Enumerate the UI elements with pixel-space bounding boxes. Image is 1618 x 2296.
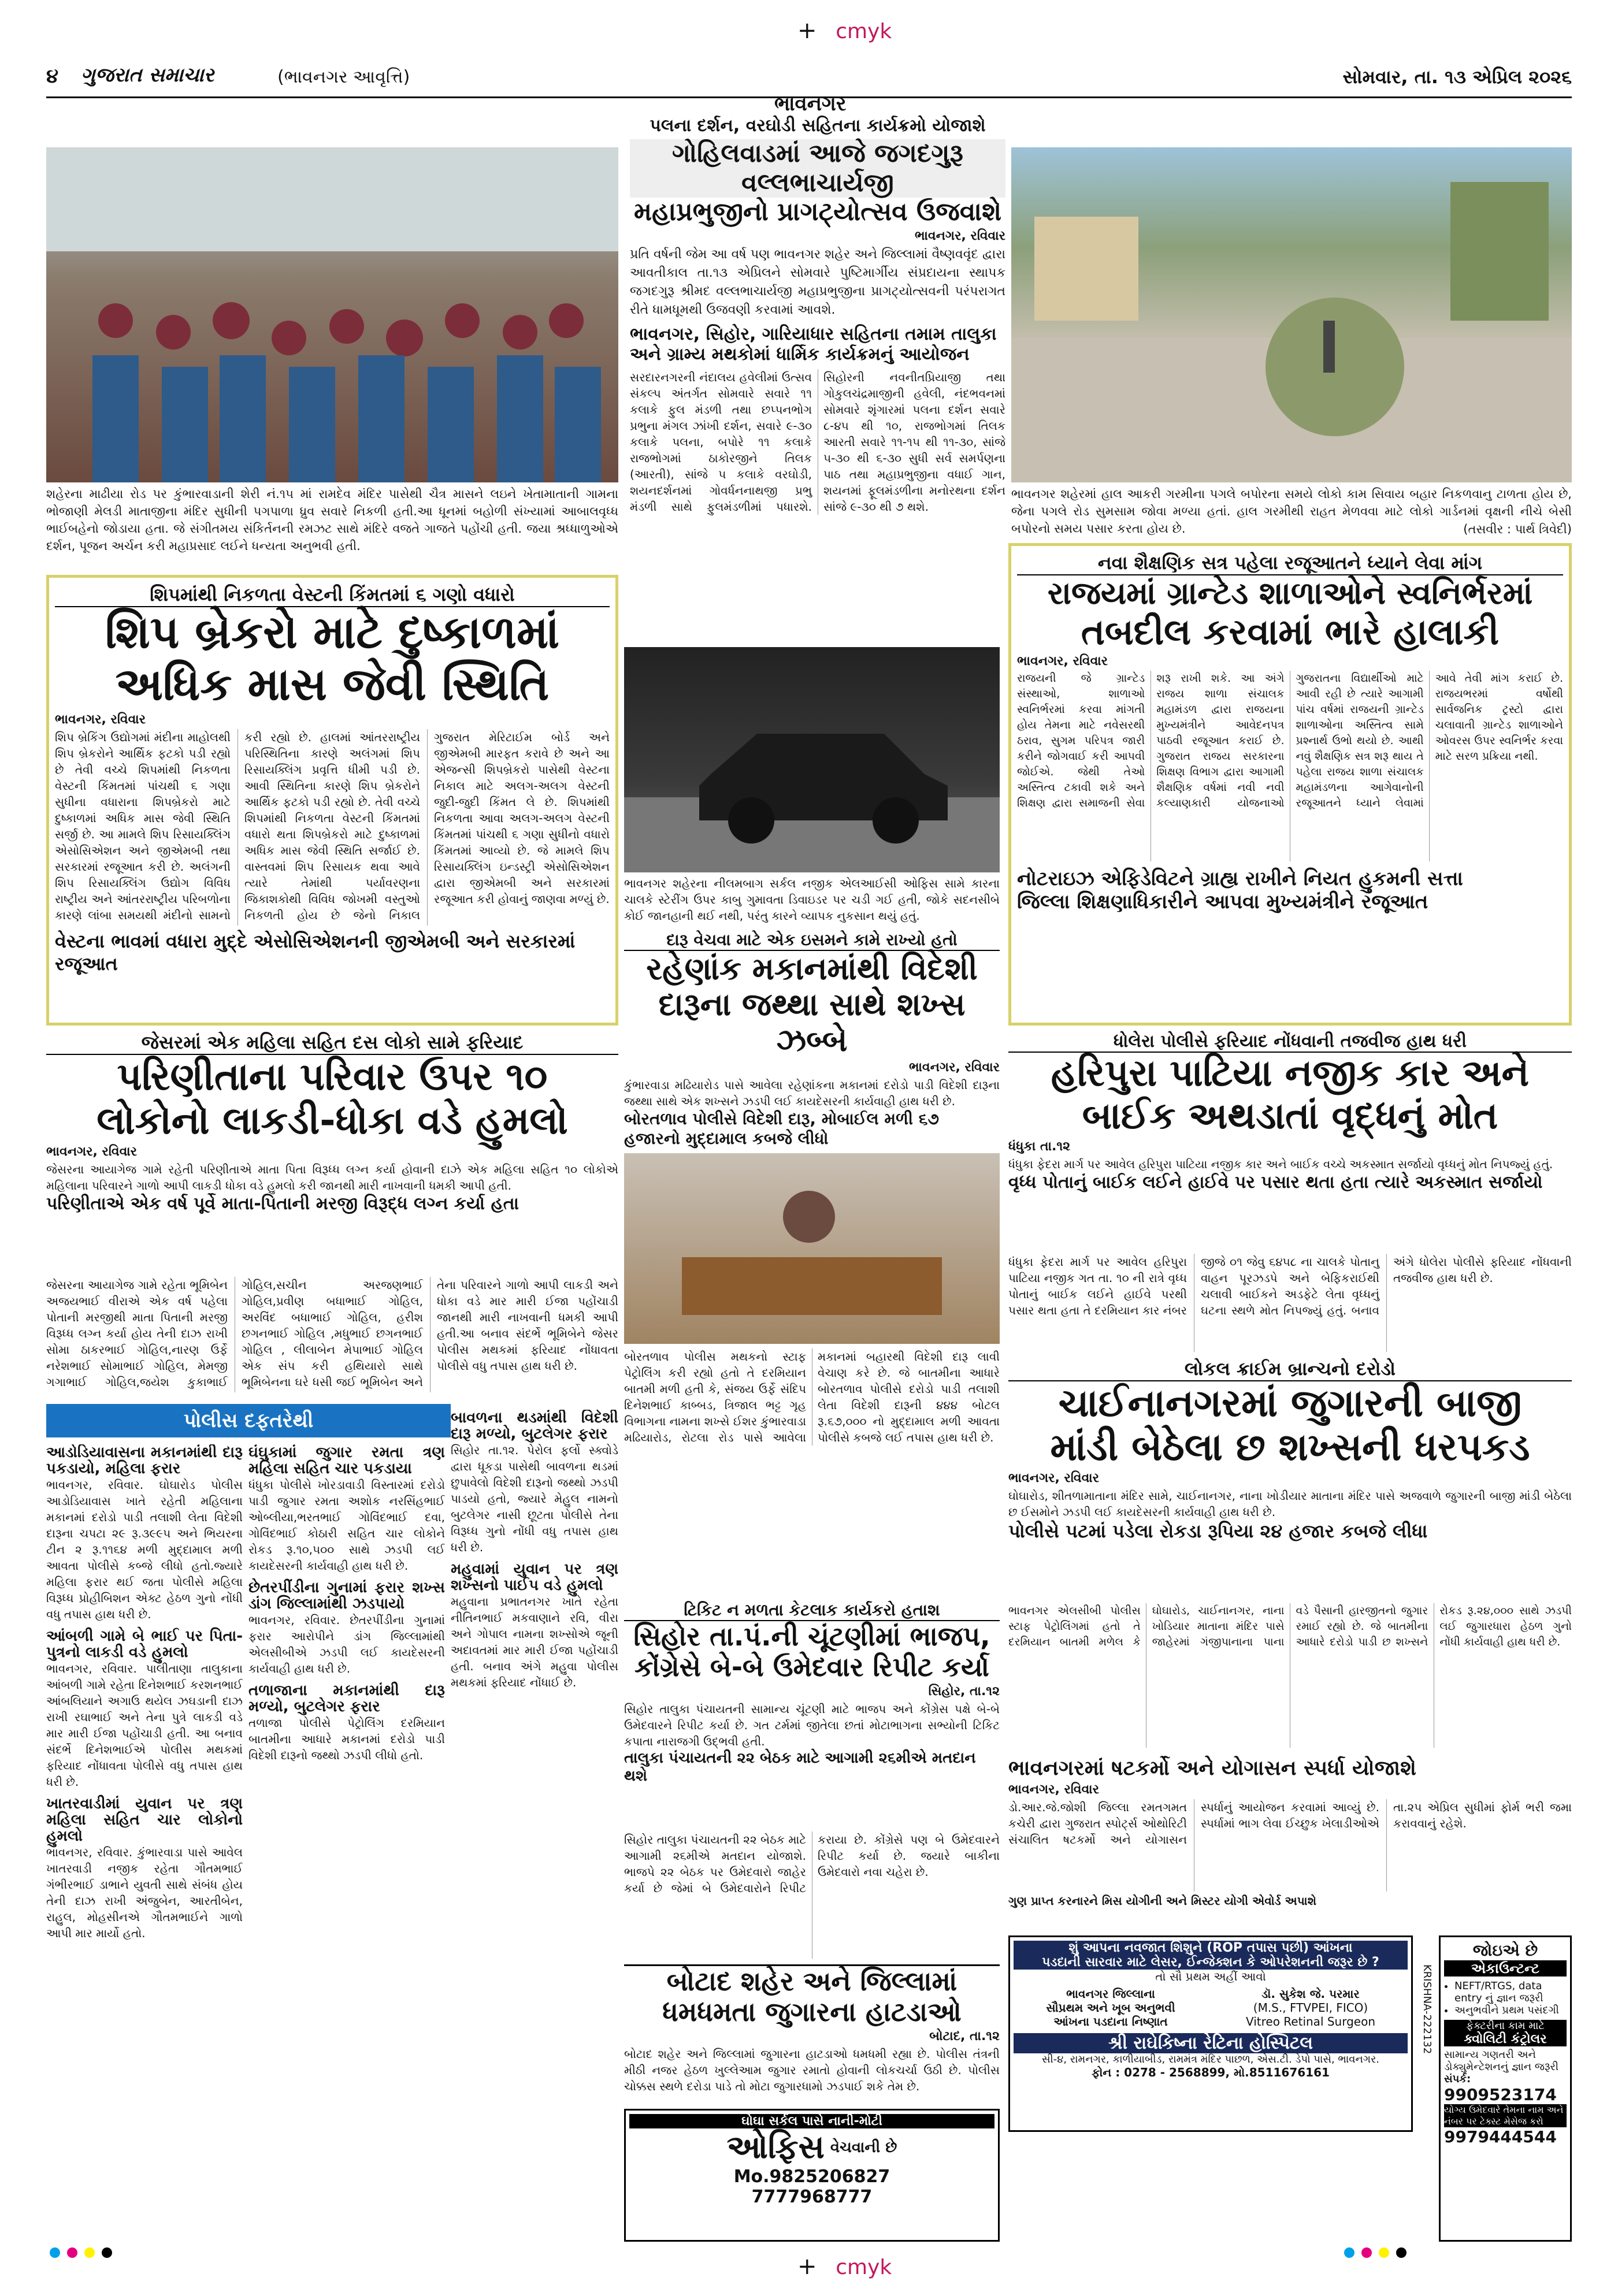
retina-city: ભાવનગર જિલ્લાના (1066, 1987, 1155, 2001)
attack-subhead: પરિણીતાએ એક વર્ષ પૂર્વે માતા-પિતાની મરજી વિરૂદ્ધ લગ્ન કર્યા હતા (46, 1193, 519, 1214)
jobs-item: • NEFT/RTGS, data entry નું જ્ઞાન જરૂરી (1454, 1980, 1567, 2004)
yoga-body: ડો.આર.જે.જોશી જિલ્લા રમતગમત કચેરી દ્વારા ગુજરાત સ્પોર્ટ્સ ઓથોરિટી સંચાલિત ષટકર્મો અને યોગાસન સ્પર્ધાનું આયોજન કરવામાં આવ્યું છે. સ્પર્ધામાં ભાગ લેવા ઈચ્છુક ખેલાડીઓએ તા.૨૫ એપ્રિલ સુધીમાં ફોર્મ ભરી જમા કરાવવાનું રહેશે. (1008, 1800, 1572, 1847)
police-b1-title: આડોડિયાવાસના મકાનમાંથી દારૂ પકડાયો, મહિલા ફરાર (46, 1444, 243, 1477)
yoga-headline: ભાવનગરમાં ષટકર્મો અને યોગાસન સ્પર્ધા યોજાશે (1008, 1756, 1416, 1780)
retina-address: સી-૪, રામનગર, કાળીયાબીડ, રામમંત્ર મંદિર પાછળ, એસ.ટી. ડેપો પાસે, ભાવનગર. (1041, 2053, 1380, 2065)
color-dots-left (46, 2247, 277, 2265)
masthead (46, 58, 1572, 116)
street-photo (1011, 147, 1572, 482)
attack-story (46, 1031, 618, 1274)
schools-body: રાજયની જે ગ્રાન્ટેડ સંસ્થાઓ, શાળાઓ સ્વનિર્ભરમાં કરવા માંગતી હોય તેમના માટે નવેસરથી ઠરાવ, સુગમ પરિપત્ર જારી કરીને જોગવાઈ કરી આપવી જોઈએ. જેથી તેઓ અસ્તિત્વ ટકાવી શકે અને શિક્ષણ દ્વારા સમાજની સેવા શરૂ રાખી શકે. આ અંગે રાજય શાળા સંચાલક મહામંડળ દ્વારા રાજયના મુખ્યમંત્રીને આવેદનપત્ર પાઠવી રજૂઆત કરાઈ છે. ગુજરાત રાજય સરકારના શિક્ષણ વિભાગ દ્વારા આગામી શૈક્ષણિક વર્ષમાં નવી નવી કલ્યાણકારી યોજનાઓ ગુજરાતના વિદ્યાર્થીઓ માટે આવી રહી છે ત્યારે આગામી પાંચ વર્ષમાં રાજયની ગ્રાન્ટેડ શાળાઓના અસ્તિત્વ સામે પ્રશ્નાર્થ ઉભો થયો છે. આથી નવું શૈક્ષણિક સત્ર શરૂ થાય તે પહેલા રાજય શાળા સંચાલક મહામંડળના આગેવાનોની રજૂઆતને ધ્યાને લેવામાં આવે તેવી માંગ કરાઈ છે. રાજયભરમાં વર્ષોથી સાર્વજનિક ટ્રસ્ટો દ્વારા ચલાવાતી ગ્રાન્ટેડ શાળાઓને ઓવરસ ઉપર સ્વનિર્ભર કરવા માટે સરળ પ્રક્રિયા નથી. (1017, 672, 1563, 810)
car-caption: ભાવનગર શહેરના નીલમબાગ સર્કલ નજીક એલઆઈસી ઓફિસ સામે કારના ચાલકે સ્ટેરીંગ ઉપર કાબુ ગુમાવતા ડિવાઇડર પર ચડી ગઈ હતી, જોકે સદનસીબે કોઈ જાનહાની થઈ નથી, પરંતુ કારને વ્યાપક નુકસાન થયું હતું. (624, 876, 1000, 923)
retina-line2: પડદાની સારવાર માટે લેસર, ઈન્જેક્શન કે ઓપરેશનની જરૂર છે ? (1014, 1955, 1408, 1970)
daru-intro: કુંભારવાડા મઢિયારોડ પાસે આવેલા રહેણાંકના મકાનમાં દરોડો પાડી વિદેશી દારૂના જથ્થા સાથે એક શખ્સને ઝડપી લઈ કાયદેસરની કાર્યવાહી હાથ ધરી છે. (624, 1078, 1000, 1109)
retina-desc2: આંખના પડદાના નિષ્ણાત (1053, 2015, 1168, 2028)
vallabh-body: સરદારનગરની નંદાલય હવેલીમાં ઉત્સવ સંકલ્પ અંતર્ગત સોમવારે સવારે ૧૧ કલાકે ફુલ મંડળી તથા છપ્પનભોગ પ્રભુના મંગલ ઝાંખી દર્શન, સવારે ૯-૩૦ કલાકે પલના, બપોરે ૧૧ કલાકે રાજભોગમાં ઠાકોરજીને તિલક (આરતી), સાંજે ૫ કલાકે વરઘોડી, શયનદર્શનમાં ગોવર્ધનનાથજી પ્રભુ મંડળી સાથે ફુલમંડળીમાં પધારશે. સિહોરની નવનીતપ્રિયાજી તથા ગોકુલચંદ્રમાજીની હવેલી, નંદભવનમાં સોમવારે શૃંગારમાં પલના દર્શન સવારે ૮-૪૫ થી ૧૦, રાજભોગમાં તિલક આરતી સવારે ૧૧-૧૫ થી ૧૧-૩૦, સાંજે ૫-૩૦ થી ૬-૩૦ સુધી સર્વ સમર્પણના પાઠ તથા મહાપ્રભુજીના વધાઈ ગાન, શયનમાં ફૂલમંડળીના મનોરથના દર્શન સાંજે ૯-૩૦ થી ૭ થશે. (630, 370, 1005, 514)
police-b2-body: ભાવનગર, રવિવાર. પાલીતાણા તાલુકાના આંબળી ગામે રહેતા દિનેશભાઈ કરશનભાઈ આંબલિયાને અગાઉ થયેલ ઝઘડાની દાઝ રાખી રઘાભાઈ અને તેના પુત્રે લાકડી વડે માર મારી ઈજા પહોંચાડી હતી. આ બનાવ સંદર્ભે દિનેશભાઈએ પોલીસ મથકમાં ફરિયાદ નોંધાવતા પોલીસે વધુ તપાસ હાથ ધરી છે. (46, 1662, 243, 1789)
attack-intro: જેસરના આયાગેજ ગામે રહેતી પરિણીતાએ માતા પિતા વિરૂધ્ધ લગ્ન કર્યા હોવાની દાઝે એક મહિલા સહિત ૧૦ લોકોએ મહિલાના પરિવારને ગાળો આપી લાકડી ધોકા વડે હુમલો કરી જાનથી મારી નાખવાની ધમકી આપી હતી. (46, 1162, 618, 1192)
street-caption: ભાવનગર શહેરમાં હાલ આકરી ગરમીના પગલે બપોરના સમયે લોકો કામ સિવાય બહાર નિકળવાનુ ટાળતા હોય છે, જેના પગલે રોડ સુમસામ જોવા મળ્યા હતાં. હાલ ગરમીથી રાહત મેળવવા માટે લોકો ગાર્ડનમાં વૃક્ષની નીચે બેસી બપોરનો સમય પસાર કરતા હોય છે. (1011, 487, 1572, 536)
plus-mark: + (797, 17, 817, 44)
tikit-dateline: સિહોર, તા.૧૨ (928, 1684, 1000, 1699)
gambling-subhead: પોલીસે પટમાં પડેલા રોકડા રૂપિયા ૨૪ હજાર કબજે લીધા (1008, 1519, 1428, 1542)
haripura-body: ધંધુકા ફેદરા માર્ગ પર આવેલ હરિપુરા પાટિયા નજીક ગત તા. ૧૦ ની રાત્રે વૃધ્ધ પોતાનું બાઈક લઈને હાઈવે પરથી પસાર થતા હતા તે દરમિયાન કાર નંબર જીજે ૦૧ જેવુ ૬૪૫૮ ના ચાલકે પોતાનુ વાહન પૂરઝડપે અને બેફિકરાઈથી ચલાવી બાઈકને અડફેટે લેતા વૃધ્ધનું ઘટના સ્થળે મોત નિપજ્યું હતું. બનાવ અંગે ધોલેરા પોલીસે ફરિયાદ નોંધવાની તજવીજ હાથ ધરી છે. (1008, 1255, 1572, 1317)
botad-story (624, 1964, 1000, 2103)
edition-code: KRISHNA-222132 (1421, 1964, 1433, 2054)
gambling-body: ભાવનગર એલસીબી પોલીસ સ્ટાફ પેટ્રોલિંગમાં હતો તે દરમિયાન બાતમી મળેલ કે ઘોઘારોડ, ચાઈનાનગર, નાના ખોડિયાર માતાના મંદિર પાસે જાહેરમાં ગંજીપાનાના પાના વડે પૈસાની હારજીતનો જુગાર રમાઈ રહ્યો છે. જે બાતમીના આધારે દરોડો પાડી છ શખ્સને રોકડ રૂ.૨૪,૦૦૦ સાથે ઝડપી લઈ જુગારધારા હેઠળ ગુનો નોંધી કાર્યવાહી હાથ ધરી છે. (1008, 1604, 1572, 1648)
car-photo (624, 647, 1000, 872)
botad-headline-1: બોટાદ શહેર અને જિલ્લામાં (666, 1966, 958, 1997)
police-banner-text: પોલીસ દફતરેથી (183, 1409, 314, 1432)
office-ad-row (629, 2128, 994, 2167)
botad-dateline: બોટાદ, તા.૧૨ (929, 2028, 1000, 2044)
yoga-dateline: ભાવનગર, રવિવાર (1008, 1782, 1100, 1797)
attack-kicker: જેસરમાં એક મહિલા સહિત દસ લોકો સામે ફરિયાદ (46, 1031, 618, 1055)
botad-body: બોટાદ શહેર અને જિલ્લામાં જુગારના હાટડાઓ ધમધમી રહ્યા છે. પોલીસ તંત્રની મીઠી નજર હેઠળ ખુલ્લેઆમ જુગાર રમાતો હોવાની લોકચર્ચા ઉઠી છે. પોલીસ ચોક્કસ સ્થળે દરોડા પાડે તો મોટા જુગારધામો ઝડપાઈ શકે તેમ છે. (624, 2046, 1000, 2093)
police-block-1 (46, 1444, 243, 2242)
haripura-kicker: ધોલેરા પોલીસે ફરિયાદ નોંધવાની તજવીજ હાથ ધરી (1008, 1031, 1572, 1053)
police-b8-title: તળાજાના મકાનમાંથી દારૂ મળ્યો, બુટલેગર ફરાર (248, 1682, 445, 1715)
gambling-intro: ઘોઘારોડ, શીતળામાતાના મંદિર સામે, ચાઈનાનગર, નાના ખોડીયાર માતાના મંદિર પાસે અજવાળે જુગારની બાજી માંડી બેઠેલા છ ઈસમોને ઝડપી લઈ કાયદેસરની કાર્યવાહી હાથ ધરી છે. (1008, 1488, 1572, 1519)
jobs-list (1444, 1980, 1567, 2016)
page-number: ૪ (46, 65, 59, 88)
daru-photo (624, 1153, 1000, 1344)
attack-body: જેસરના આયાગેજ ગામે રહેતા ભૂમિબેન અજયભાઈ વીરાએ એક વર્ષ પહેલા પોતાની મરજીથી માતા પિતાની મરજી વિરૂધ્ધ લગ્ન કર્યા હોય તેની દાઝ રાખી સોમા ઠાકરભાઈ ગોહિલ,નારણ ઉર્ફે નરેશભાઈ સોમાભાઈ ગોહિલ, મેમજી ગગાભાઈ ગોહિલ,જયેશ કુકાભાઈ ગોહિલ,સચીન અરજણભાઈ ગોહિલ,પ્રવીણ બધાભાઈ ગોહિલ, અરવિંદ બધાભાઈ ગોહિલ, હરીશ છગનભાઈ ગોહિલ ,મધુભાઈ છગનભાઈ ગોહિલ , લીલાબેન મેપાભાઈ ગોહિલ એક સંપ કરી હથિયારો સાથે ભૂમિબેનના ઘરે ધસી જઈ ભૂમિબેન અને તેના પરિવારને ગાળો આપી લાકડી અને ધોકા વડે માર મારી ઈજા પહોંચાડી જાનથી મારી નાખવાની ધમકી આપી હતી.આ બનાવ સંદર્ભે ભૂમિબેને જેસર પોલીસ મથકમાં ફરિયાદ નોંધાવતા પોલીસે વધુ તપાસ હાથ ધરી છે. (46, 1278, 618, 1389)
procession-illustration (46, 147, 618, 482)
botad-headline-2: ધમધમતા જુગારના હાટડાઓ (662, 1996, 962, 2027)
retina-line1: શું આપના નવજાત શિશુને (ROP તપાસ પછી) આંખના (1014, 1941, 1408, 1955)
schools-dateline: ભાવનગર, રવિવાર (1017, 654, 1108, 669)
tikit-body: સિહોર તાલુકા પંચાયતની ૨૨ બેઠક માટે આગામી ૨૬મીએ મતદાન યોજાશે. ભાજપે ૨૨ બેઠક પર ઉમેદવારો જાહેર કર્યા છે જેમાં બે ઉમેદવારોને રિપીટ કરાયા છે. કોંગ્રેસે પણ બે ઉમેદવારને રિપીટ કર્યા છે. જયારે બાકીના ઉમેદવારો નવા ચહેરા છે. (624, 1833, 1000, 1895)
jobs-note: સામાન્ય ગણતરી અને ડોક્યુમેન્ટેશનનું જ્ઞાન જરૂરી (1444, 2049, 1558, 2073)
top-registration (797, 17, 913, 52)
yoga-subhead: ગુણ પ્રાપ્ત કરનારને મિસ યોગીની અને મિસ્ટર યોગી એવોર્ડ અપાશે (1008, 1894, 1317, 1908)
tikit-headline-1: સિહોર તા.પં.ની ચૂંટણીમાં ભાજપ, (633, 1621, 990, 1652)
jobs-phone-1: 9909523174 (1444, 2085, 1557, 2104)
police-b3-body: ભાવનગર, રવિવાર. કુંભારવાડા પાસે આવેલ ખાતરવાડી નજીક રહેતા ગૌતમભાઈ ગંભીરભાઈ ડાભાને યુવતી સાથે સંબંધ હોય તેની દાઝ રાખી અંજુબેન, આરતીબેન, રાહુલ, મોહસીનએ ગૌતમભાઈને ગાળો આપી માર માર્યો હતો. (46, 1845, 243, 1940)
haripura-dateline: ધંધુકા તા.૧૨ (1008, 1139, 1071, 1154)
gambling-dateline: ભાવનગર, રવિવાર (1008, 1470, 1100, 1485)
attack-dateline: ભાવનગર, રવિવાર (46, 1144, 138, 1159)
tikit-kicker: ટિકિટ ન મળતા કેટલાક કાર્યકરો હતાશ (624, 1600, 1000, 1621)
office-ad (624, 2109, 1000, 2242)
vallabh-intro: પ્રતિ વર્ષની જેમ આ વર્ષ પણ ભાવનગર શહેર અને જિલ્લામાં વૈષ્ણવવૃંદ દ્વારા આવતીકાલ તા.૧૩ એપ્રિલને સોમવારે પુષ્ટિમાર્ગીય સંપ્રદાયના સ્થાપક જગદગુરૂ શ્રીમદ વલ્લભાચાર્યજી મહાપ્રભુજીના પ્રાગટ્યોત્સવની પરંપરાગત રીતે ધામધૂમથી ઉજવણી કરવામાં આવશે. (630, 247, 1005, 317)
street-credit: (તસવીર : પાર્થ ત્રિવેદી) (1463, 522, 1572, 536)
jobs-item: • અનુભવીને પ્રથમ પસંદગી (1454, 2004, 1567, 2016)
schools-headline-2: તબદીલ કરવામાં ભારે હાલાકી (1081, 611, 1500, 653)
police-b5-body: સિહોર તા.૧૨. પેરોલ ફર્લો સ્ક્વોડે દ્વારા ધૂકડા પાસેથી બાવળના થડમાં છુપાવેલો વિદેશી દારૂનો જથ્થો ઝડપી પાડયો હતો, જ્યારે મેહુલ નામનો બુટલેગર નાસી છૂટતા પોલીસે તેના વિરૂધ્ધ ગુનો નોંધી વધુ તપાસ હાથ ધરી છે. (451, 1443, 618, 1554)
daru-kicker: દારૂ વેચવા માટે એક ઇસમને કામે રાખ્યો હતો (624, 930, 1000, 951)
haripura-intro: ધંધુકા ફેદરા માર્ગ પર આવેલ હરિપુરા પાટિયા નજીક કાર અને બાઈક વચ્ચે અકસ્માત સર્જાયો વૃધ્ધનું મોત નિપજ્યું હતું. (1008, 1157, 1553, 1172)
vallabh-dateline: ભાવનગર, રવિવાર (914, 228, 1005, 243)
color-dots-right (1341, 2247, 1572, 2265)
police-b7-body: ભાવનગર, રવિવાર. છેતરપીંડીના ગુનામાં ફરાર આરોપીને ડાંગ જિલ્લામાંથી એલસીબીએ ઝડપી લઈ કાયદેસરની કાર્યવાહી હાથ ધરી છે. (248, 1613, 445, 1675)
ship-story (46, 575, 618, 1026)
jobs-box-title: ફેક્ટરીના કામ માટે (1444, 2020, 1567, 2032)
jobs-note-2: યોગ્ય ઉમેદવારે તેમના નામ અને નંબર પર ટેક્સ્ટ મેસેજ કરો (1444, 2104, 1567, 2127)
attack-headline-2: લોકોનો લાકડી-ધોકા વડે હુમલો (97, 1098, 568, 1143)
street-illustration (1011, 147, 1572, 482)
police-b1-body: ભાવનગર, રવિવાર. ઘોઘારોડ પોલીસ આડોડિયાવાસ ખાતે રહેતી મહિલાના મકાનમાં દરોડો પાડી તલાશી લેતા વિદેશી દારૂના ચપટા ૨૯ રૂ.૩૯૯૫ અને ભિયરના ટીન ૨ રૂ.૧૧૬૪ મળી મુદ્દામાલ મળી આવતા પોલીસે કબ્જે લીધો હતો.જ્યારે મહિલા ફરાર થઈ જતા પોલીસે મહિલા વિરૂધ્ધ પ્રોહીબિશન એક્ટ હેઠળ ગુનો નોંધી વધુ તપાસ હાથ ધરી છે. (46, 1478, 243, 1621)
office-ad-title: ઘોઘા સર્કલ પાસે નાની-મોટી (629, 2114, 994, 2128)
yoga-story (1008, 1756, 1572, 1930)
tikit-story (624, 1600, 1000, 1831)
office-phone-1: Mo.9825206827 (733, 2167, 890, 2187)
police-b5-title: બાવળના થડમાંથી વિદેશી દારૂ મળ્યો, બુટલેગર ફરાર (451, 1410, 618, 1443)
vallabh-story (630, 116, 1005, 560)
plus-mark-bottom: + (797, 2253, 817, 2280)
retina-desc1: સૌપ્રથમ અને ખૂબ અનુભવી (1046, 2001, 1175, 2015)
jobs-ad (1439, 1935, 1572, 2242)
retina-ad (1008, 1935, 1413, 2132)
gambling-kicker: લોકલ ક્રાઈમ બ્રાન્ચનો દરોડો (1008, 1358, 1572, 1381)
ship-dateline: ભાવનગર, રવિવાર (55, 712, 146, 727)
gambling-headline-1: ચાઈનાનગરમાં જુગારની બાજી (1058, 1381, 1522, 1425)
police-block-3 (451, 1410, 618, 2242)
haripura-story (1008, 1031, 1572, 1251)
police-b4-body: ધંધુકા પોલીસે ખોરડાવાડી વિસ્તારમાં દરોડો પાડી જુગાર રમતા અશોક નરસિંહભાઈ ઓબ્લીયા,ભરતભાઈ ગોવિંદભાઈ દવા, ગોવિંદભાઈ કોઠારી સહિત ચાર લોકોને રોકડ રૂ.૧૦,૫૦૦ સાથે ઝડપી લઈ કાયદેસરની કાર્યવાહી હાથ ધરી છે. (248, 1478, 445, 1573)
ship-footer: વેસ્ટના ભાવમાં વધારા મુદ્દે એસોસિએશનની જીએમબી અને સરકારમાં રજૂઆત (55, 930, 576, 975)
tikit-headline-2: કોંગ્રેસે બે-બે ઉમેદવાર રિપીટ કર્યા (634, 1651, 989, 1682)
retina-doctor-block (1214, 1987, 1408, 2028)
ship-kicker: શિપમાંથી નિકળતા વેસ્ટની કિંમતમાં ૬ ગણો વધારો (55, 584, 610, 607)
jobs-phone-2: 9979444544 (1444, 2127, 1557, 2146)
retina-row (1014, 1987, 1408, 2028)
daru-body: બોરતળાવ પોલીસ મથકનો સ્ટાફ પેટ્રોલિંગ કરી રહ્યો હતો તે દરમિયાન બાતમી મળી હતી કે, સંજય ઉર્ફે સંદિપ દિનેશભાઈ કાબ્બડ, ત્રિજાલ ભટ્ટ ગૃહ વિભાગના નામના શખ્સે ઈશર કુંભારવાડા મઢિયારોડ, રોટલા રોડ પાસે આવેલા મકાનમાં બહારથી વિદેશી દારૂ લાવી વેચાણ કરે છે. જે બાતમીના આધારે બોરતળાવ પોલીસે દરોડો પાડી તલાશી લેતા વિદેશી દારૂની ૪૪૪ બોટલ રૂ.૬૭,૦૦૦ નો મુદ્દામાલ મળી આવતા પોલીસે કબજે લઈ તપાસ હાથ ધરી છે. (624, 1350, 1000, 1445)
vallabh-kicker: પલના દર્શન, વરઘોડી સહિતના કાર્યક્રમો યોજાશે (650, 116, 986, 136)
retina-degree: (M.S., FTVPEI, FICO) (1253, 2001, 1368, 2015)
procession-photo (46, 147, 618, 482)
vallabh-headline-2: મહાપ્રભુજીનો પ્રાગટ્યોત્સવ ઉજવાશે (633, 197, 1002, 227)
retina-title: Vitreo Retinal Surgeon (1245, 2015, 1376, 2028)
tikit-intro: સિહોર તાલુકા પંચાયતની સામાન્ય ચૂંટણી માટે ભાજપ અને કોંગ્રેસ પક્ષે બે-બે ઉમેદવારને રિપીટ કર્યા છે. ગત ટર્મમાં જીતેલા છતાં મોટાભાગના સભ્યોની ટિકિટ કપાતા નારાજગી ઉદ્ભવી હતી. (624, 1701, 1000, 1748)
police-banner (46, 1404, 451, 1437)
ship-headline-1: શિપ બ્રેકરો માટે દુષ્કાળમાં (105, 607, 560, 659)
office-ad-right: વેચવાની છે (830, 2138, 897, 2156)
schools-story (1008, 543, 1572, 1026)
schools-footer-1: નોટરાઇઝ એફિડેવિટને ગ્રાહ્ય રાખીને નિયત હુકમની સત્તા (1017, 867, 1463, 891)
tikit-subhead: તાલુકા પંચાયતની ૨૨ બેઠક માટે આગામી ૨૬મીએ મતદાન થશે (624, 1749, 976, 1785)
vallabh-subhead: ભાવનગર, સિહોર, ગારિયાધાર સહિતના તમામ તાલુકા અને ગ્રામ્ય મથકોમાં ધાર્મિક કાર્યક્રમનું આયોજન (630, 324, 997, 365)
ship-body: શિપ બ્રેકિંગ ઉદ્યોગમાં મંદીના માહોલથી શિપ બ્રેકરોને આર્થિક ફટકો પડી રહ્યો છે તેવી વચ્ચે શિપમાંથી નિકળતા વેસ્ટની કિંમતમાં પાંચથી ૬ ગણા સુધીના વધારાના શિપબ્રેકરો માટે દુષ્કાળમાં અધિક માસ જેવી સ્થિતિ સર્જી છે. આ મામલે શિપ રિસાયક્લિંગ એસોસિએશન અને જીએમબી તથા સરકારમાં રજૂઆત કરી છે. અલંગની શિપ રિસાયક્લિંગ ઉદ્યોગ વિવિધ રાષ્ટ્રીય અને આંતરરાષ્ટ્રીય પરિબળોના કારણે લાંબા સમયથી મંદીનો સામનો કરી રહ્યો છે. હાલમાં આંતરરાષ્ટ્રીય પરિસ્થિતિના કારણે અલંગમાં શિપ રિસાયક્લિંગ પ્રવૃત્તિ ધીમી પડી છે. આવી સ્થિતિના કારણે શિપ બ્રેકરોને આર્થિક ફટકો પડી રહ્યો છે. તેવી વચ્ચે શિપમાંથી નિકળતા વેસ્ટની કિંમતમાં વધારો થતા શિપબ્રેકરો માટે દુષ્કાળમાં અધિક માસ જેવી સ્થિતિ સર્જાઈ છે. વાસ્તવમાં શિપ રિસાયક થવા આવે ત્યારે તેમાંથી પર્યાવરણના જિકાશકોથી વિવિધ જોખમી વસ્તુઓ નિકળતી હોય છે જેનો નિકાલ ગુજરાત મેરિટાઈમ બોર્ડ અને જીએમબી મારફત કરાવે છે અને આ એજન્સી શિપબ્રેકરો પાસેથી વેસ્ટના નિકાલ માટે અલગ-અલગ વેસ્ટની જુદી-જુદી કિંમત લે છે. શિપમાંથી નિકળતા આવા અલગ-અલગ વેસ્ટની કિંમતમાં પાંચથી ૬ ગણા સુધીનો વધારો કિંમતમાં આવ્યો છે. જે મામલે શિપ રિસાયક્લિંગ ઇન્ડસ્ટ્રી એસોસિએશન દ્વારા જીએમબી અને સરકારમાં રજૂઆત કરી હોવાનું જાણવા મળ્યું છે. (55, 730, 610, 923)
office-ad-main (629, 2114, 994, 2236)
section-name: ભાવનગર (774, 92, 847, 116)
jobs-contact: સંપર્ક: (1444, 2073, 1471, 2085)
gambling-story (1008, 1358, 1572, 1600)
police-b7-title: છેતરપીંડીના ગુનામાં ફરાર શખ્સ ડાંગ જિલ્લામાંથી ઝડપાયો (248, 1579, 445, 1613)
edition-name: (ભાવનગર આવૃત્તિ) (277, 67, 410, 87)
schools-kicker: નવા શૈક્ષણિક સત્ર પહેલા રજૂઆતને ધ્યાને લેવા માંગ (1017, 552, 1563, 575)
schools-footer-2: જિલ્લા શિક્ષણાધિકારીને આપવા મુખ્યમંત્રીને રજૂઆત (1017, 890, 1428, 914)
haripura-headline-1: હરિપુરા પાટિયા નજીક કાર અને (1051, 1052, 1530, 1095)
daru-subhead: બોરતળાવ પોલીસે વિદેશી દારૂ, મોબાઈલ મળી ૬૭ હજારનો મુદ્દામાલ કબજે લીધો (624, 1109, 939, 1149)
police-b2-title: આંબળી ગામે બે ભાઈ પર પિતા-પુત્રનો લાકડી વડે હુમલો (46, 1628, 243, 1661)
procession-caption: શહેરના માઢીયા રોડ પર કુંભારવાડાની શેરી નં.૧૫ માં રામદેવ મંદિર પાસેથી ચૈત્ર માસને લઇને ખેતામાતાની ગામના ભોજાણી મેલડી માતાજીના મંદિર સુધીની પગપાળા ધ્રુવ સવારે નિકળી હતી.આ ધૂનમાં બહોળી સંખ્યામાં આબાલવૃધ્ધ ભાઈબહેનો જોડાયા હતા. જે સંગીતમય સંકિર્તનની રમઝટ સાથે મંદિરે વજતે ગાજતે પહોંચી હતી. જયા શ્રધ્ધાળુઓએ દર્શન, પૂજન અર્ચન કરી મહાપ્રસાદ લઈને ધન્યતા અનુભવી હતી. (46, 487, 618, 553)
retina-line3: તો સૌ પ્રથમ અહીં આવો (1155, 1970, 1266, 1983)
ship-headline-2: અધિક માસ જેવી સ્થિતિ (115, 658, 550, 711)
gambling-headline-2: માંડી બેઠેલા છ શખ્સની ધરપકડ (1050, 1424, 1530, 1469)
haripura-subhead: વૃધ્ધ પોતાનું બાઈક લઈને હાઈવે પર પસાર થતા હતા ત્યારે અકસ્માત સર્જાયો (1008, 1172, 1543, 1193)
jobs-header: જોઇએ છે (1472, 1941, 1538, 1960)
paper-name: ગુજરાત સમાચાર (81, 64, 214, 87)
issue-date: સોમવાર, તા. ૧૩ એપ્રિલ ૨૦૨૬ (1342, 66, 1572, 88)
police-b6-body: મહુવાના પ્રભાતનગર ખાતે રહેતા નીતિનભાઈ મકવાણાને રવિ, વીરા અને ગોપાલ નામના શખ્સોએ જૂની અદાવતમાં માર મારી ઈજા પહોંચાડી હતી. બનાવ અંગે મહુવા પોલીસ મથકમાં ફરિયાદ નોંધાઈ છે. (451, 1595, 618, 1689)
vallabh-headline-1: ગોહિલવાડમાં આજે જગદગુરૂ વલ્લભાચાર્યજી (630, 139, 1005, 198)
attack-headline-1: પરિણીતાના પરિવાર ઉપર ૧૦ (117, 1054, 548, 1099)
daru-illustration (624, 1153, 1000, 1344)
daru-headline-2: દારૂના જથ્થા સાથે શખ્સ ઝબ્બે (658, 986, 966, 1059)
daru-story (624, 930, 1000, 1595)
retina-desc (1014, 1987, 1208, 2028)
schools-headline-1: રાજયમાં ગ્રાન્ટેડ શાળાઓને સ્વનિર્ભરમાં (1047, 575, 1533, 611)
office-phone-2: 7777968777 (751, 2187, 873, 2207)
retina-doctor: ડૉ. સુકેશ જે. પરમાર (1261, 1987, 1360, 2001)
cmyk-label-bottom: cmyk (836, 2256, 892, 2279)
retina-phone: ફોન : 0278 - 2568899, મો.8511676161 (1092, 2065, 1330, 2079)
office-ad-big: ઓફિસ (726, 2128, 825, 2166)
cmyk-label: cmyk (836, 20, 892, 43)
bottom-registration (797, 2253, 913, 2288)
daru-dateline: ભાવનગર, રવિવાર (908, 1060, 1000, 1075)
police-block-2 (248, 1444, 445, 2242)
police-b6-title: મહુવામાં યુવાન પર ત્રણ શખ્સનો પાઈપ વડે હુમલો (451, 1561, 618, 1594)
jobs-box-big: ક્વોલિટી કંટ્રોલર (1444, 2032, 1567, 2046)
retina-hospital: શ્રી રાઘેકિષ્ના રેટિના હોસ્પિટલ (1014, 2033, 1408, 2053)
daru-headline-1: રહેણાંક મકાનમાંથી વિદેશી (646, 950, 978, 987)
car-illustration (624, 647, 1000, 872)
jobs-subheader: એકાઉન્ટન્ટ (1444, 1960, 1567, 1977)
police-b8-body: તળાજા પોલીસે પેટ્રોલિંગ દરમિયાન બાતમીના આધારે મકાનમાં દરોડો પાડી વિદેશી દારૂનો જથ્થો ઝડપી લીધો હતો. (248, 1716, 445, 1762)
police-b3-title: ખાતરવાડીમાં યુવાન પર ત્રણ મહિલા સહિત ચાર લોકોનો હુમલો (46, 1795, 243, 1845)
police-b4-title: ઘંઘુકામાં જુગાર રમતા ત્રણ મહિલા સહિત ચાર પકડાયા (248, 1444, 445, 1477)
haripura-headline-2: બાઈક અથડાતાં વૃદ્ધનું મોત (1082, 1094, 1498, 1138)
